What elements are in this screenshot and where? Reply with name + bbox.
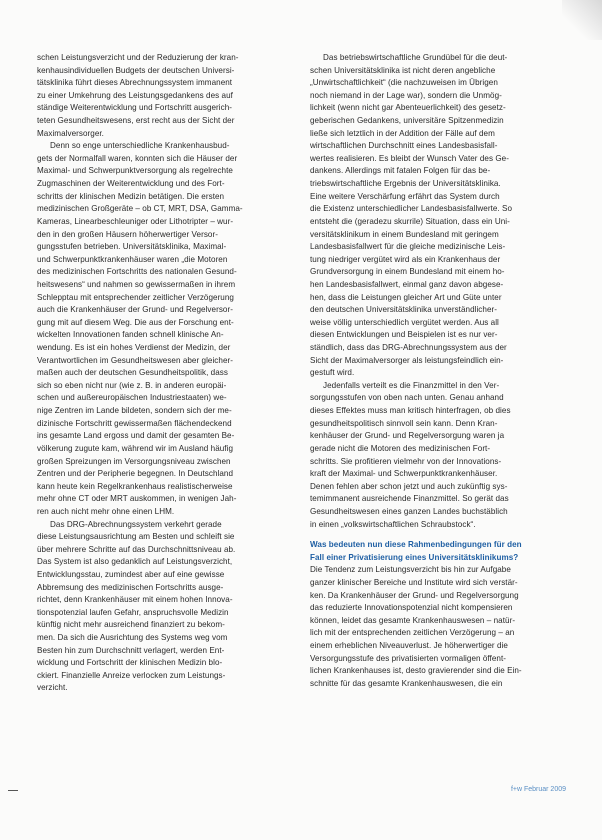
text-line: kenhausindividuellen Budgets der deutschen Universi-	[37, 65, 235, 75]
text-line: Abbremsung des medizinischen Fortschritts ausge-	[37, 582, 224, 592]
text-line: Gesundheitswesen eines ganzen Landes buchstäblich	[310, 506, 508, 516]
text-line: verzicht.	[37, 683, 68, 693]
text-line: künftig nicht mehr ausreichend finanziert zu bekom-	[37, 620, 225, 630]
text-line: Eine weitere Verschärfung erfährt das System durch	[310, 191, 500, 201]
text-line: Kameras, Linearbeschleuniger oder Lithotripter – wur-	[37, 216, 234, 226]
text-line: ganzer klinischer Bereiche und Institute wird sich verstär-	[310, 577, 518, 587]
text-line: den in den großen Häusern höherwertiger Versor-	[37, 229, 218, 239]
text-line: in einen „volkswirtschaftlichen Schraubstock“.	[310, 519, 476, 529]
text-line: gestuft wird.	[310, 368, 355, 378]
text-line: Denn so enge unterschiedliche Krankenhausbud-	[50, 141, 230, 151]
text-line: triebswirtschaftliche Ergebnis der Universitätsklinika.	[310, 179, 501, 189]
text-line: kann heute kein Regelkrankenhaus realistischerweise	[37, 481, 233, 491]
text-line: Entwicklungsstau, zumindest aber auf eine gewisse	[37, 569, 225, 579]
text-line: heitswesens“ und nahmen so gewissermaßen in ihrem	[37, 279, 236, 289]
text-line: zu einer Umkehrung des Leistungsgedankens des auf	[37, 90, 233, 100]
text-line: dieses Effektes muss man kritisch hinterfragen, ob dies	[310, 406, 511, 416]
text-line: großen Spreizungen im Versorgungsniveau zwischen	[37, 456, 231, 466]
right-column-continuation	[310, 564, 554, 690]
text-line: schritts der klinischen Medizin betätigen. Die ersten	[37, 191, 225, 201]
text-line: versitätsklinikum in einem Bundesland mit geringem	[310, 229, 499, 239]
text-line: Verantwortlichen im Gesundheitswesen aber gleicher-	[37, 355, 234, 365]
text-line: Die Tendenz zum Leistungsverzicht bis hin zur Aufgabe	[310, 565, 511, 575]
page-corner-curl	[562, 0, 602, 40]
text-line: weise völlig unterschiedlich vergütet werden. Aus all	[310, 317, 499, 327]
text-line: Fall einer Privatisierung eines Universitätsklinikums?	[310, 552, 519, 562]
text-line: über mehrere Schritte auf das Durchschnittsniveau ab.	[37, 544, 236, 554]
text-line: maßen auch der deutschen Gesundheitspolitik, dass	[37, 368, 228, 378]
text-line: können, leidet das gesamte Krankenhauswesen – natür-	[310, 615, 516, 625]
text-line: gungsstufen betrieben. Universitätsklinika, Maximal-	[37, 242, 227, 252]
text-line: Zugmaschinen der Weiterentwicklung und des Fort-	[37, 179, 225, 189]
text-line: wertes realisieren. Es bleibt der Wunsch Vater des Ge-	[310, 153, 509, 163]
text-line: schnitte für das gesamte Krankenhauswesen, die ein	[310, 678, 503, 688]
text-line: gesundheitspolitisch sinnvoll sein kann. Denn Kran-	[310, 418, 498, 428]
text-line: schritts. Sie profitieren vielmehr von der Innovations-	[310, 456, 502, 466]
text-line: temimmanent ausreichende Finanzmittel. So gerät das	[310, 494, 509, 504]
text-line: ren auch nicht mehr ohne einen LHM.	[37, 506, 175, 516]
text-line: nige Zentren im Lande bildeten, sondern sich der me-	[37, 406, 232, 416]
text-line: ins gesamte Land ergoss und damit der gesamten Be-	[37, 431, 235, 441]
section-heading	[310, 539, 554, 564]
text-line: diesen Entwicklungen und Beispielen ist es nur ver-	[310, 330, 498, 340]
text-line: tionspotenzial laufen Gefahr, anspruchsvolle Medizin	[37, 607, 229, 617]
text-line: des medizinischen Fortschritts des nationalen Gesund-	[37, 267, 237, 277]
text-line: kenhäuser der Grund- und Regelversorgung waren ja	[310, 431, 505, 441]
text-line: dizinische Fortschritt gewissermaßen flächendeckend	[37, 418, 232, 428]
text-line: wickelten Innovationen fanden schnell klinische An-	[37, 330, 224, 340]
text-line: wicklung und Fortschritt der klinischen Medizin blo-	[37, 658, 223, 668]
text-line: dankens. Allerdings mit fatalen Folgen für das be-	[310, 166, 491, 176]
footer-tick-mark	[8, 790, 18, 791]
left-text-column	[37, 52, 281, 695]
text-line: Landesbasisfallwert für die gleiche medizinische Leis-	[310, 242, 506, 252]
text-line: ckiert. Finanzielle Anreize verlocken zum Leistungs-	[37, 670, 226, 680]
text-line: das reduzierte Innovationspotenzial nicht kompensieren	[310, 603, 513, 613]
text-line: Schlepptau mit entsprechender zeitlicher Verzögerung	[37, 292, 234, 302]
text-line: geberischen Gedankens, universitäre Spitzenmedizin	[310, 116, 504, 126]
text-line: medizinischen Großgeräte – ob CT, MRT, DSA, Gamma-	[37, 204, 243, 214]
text-line: einem erheblichen Niveauverlust. Je höherwertiger die	[310, 641, 508, 651]
text-line: Das System ist also gedanklich auf Leistungsverzicht,	[37, 557, 233, 567]
text-line: gets der Normalfall waren, konnten sich die Häuser der	[37, 153, 238, 163]
text-line: völkerung zugute kam, während wir im Ausland häufig	[37, 443, 234, 453]
text-line: Jedenfalls verteilt es die Finanzmittel in den Ver-	[323, 380, 500, 390]
text-line: schen Universitätsklinika ist nicht deren angebliche	[310, 65, 496, 75]
text-line: schen und außereuropäischen Industriestaaten) we-	[37, 393, 227, 403]
text-line: sich so eben nicht nur (wie z. B. in anderen europäi-	[37, 380, 227, 390]
text-line: diese Leistungsausrichtung am Besten und schleift sie	[37, 532, 235, 542]
text-line: Zentren und der Peripherie begegnen. In Deutschland	[37, 469, 234, 479]
text-line: die Existenz unterschiedlicher Landesbasisfallwerte. So	[310, 204, 513, 214]
text-line: gung mit auf diesem Weg. Die aus der Forschung ent-	[37, 317, 234, 327]
text-line: Das DRG-Abrechnungssystem verkehrt gerade	[50, 519, 222, 529]
text-line: entsteht die (geradezu skurrile) Situation, dass ein Uni-	[310, 216, 510, 226]
text-line: teten Gesundheitswesens, erst recht aus der Sicht der	[37, 116, 235, 126]
text-line: mehr ohne CT oder MRT auskommen, in wenigen Jah-	[37, 494, 237, 504]
right-text-column	[310, 52, 554, 690]
text-line: noch niemand in der Lage war), sondern die Unmög-	[310, 90, 502, 100]
text-line: Was bedeuten nun diese Rahmenbedingungen für den	[310, 540, 522, 550]
text-line: „Unwirtschaftlichkeit“ (die nachzuweisen im Übrigen	[310, 78, 498, 88]
text-line: Denen fehlen aber schon jetzt und auch zukünftig sys-	[310, 481, 508, 491]
text-line: Besten hin zum Durchschnitt verlagert, werden Ent-	[37, 645, 225, 655]
text-line: lich mit der entsprechenden zeitlichen Verzögerung – an	[310, 628, 515, 638]
text-line: wirtschaftlichen Durchschnitt eines Landesbasisfall-	[310, 141, 498, 151]
text-line: men. Da sich die Ausrichtung des Systems weg vom	[37, 633, 228, 643]
text-line: und Schwerpunktkrankenhäuser waren „die Motoren	[37, 254, 228, 264]
text-line: Maximal- und Schwerpunktversorgung als regelrechte	[37, 166, 233, 176]
text-line: gerade nicht die Motoren des medizinischen Fort-	[310, 443, 491, 453]
text-line: kraft der Maximal- und Schwerpunktkrankenhäuser.	[310, 469, 498, 479]
text-line: sorgungsstufen von oben nach unten. Genau anhand	[310, 393, 504, 403]
text-line: Das betriebswirtschaftliche Grundübel für die deut-	[323, 53, 508, 62]
text-line: den deutschen Universitätsklinika unverständlicher-	[310, 305, 498, 315]
text-line: hen Landesbasisfallwert, einmal ganz davon abgese-	[310, 279, 504, 289]
text-line: lichkeit (wenn nicht gar Abenteuerlichkeit) des gesetz-	[310, 103, 506, 113]
text-line: Grundversorgung in einem Bundesland mit einem ho-	[310, 267, 505, 277]
text-line: Sicht der Maximalversorger als leistungsfeindlich ein-	[310, 355, 504, 365]
text-line: ließe sich letztlich in der Addition der Fälle auf dem	[310, 128, 495, 138]
text-line: schen Leistungsverzicht und der Reduzierung der kran-	[37, 53, 239, 62]
text-line: tätsklinika führt dieses Abrechnungssystem immanent	[37, 78, 233, 88]
text-line: wendung. Es ist ein hohes Verdienst der Medizin, der	[37, 343, 231, 353]
text-line: lichen Krankenhauses ist, desto gravierender sind die Ein-	[310, 666, 522, 676]
text-line: richtet, denn Krankenhäuser mit einem hohen Innova-	[37, 595, 233, 605]
text-line: Maximalversorger.	[37, 128, 104, 138]
text-line: ständige Weiterentwicklung und Fortschritt ausgerich-	[37, 103, 233, 113]
text-line: hen, dass die Leistungen gleicher Art und Güte unter	[310, 292, 502, 302]
footer-issue: f+w Februar 2009	[510, 786, 566, 793]
text-line: auch die Krankenhäuser der Grund- und Regelversor-	[37, 305, 233, 315]
text-line: ständlich, dass das DRG-Abrechnungssystem aus der	[310, 343, 507, 353]
text-line: Versorgungsstufe des privatisierten vormaligen öffent-	[310, 653, 507, 663]
text-line: tung niedriger vergütet wird als ein Krankenhaus der	[310, 254, 501, 264]
right-column-body	[310, 52, 554, 531]
text-line: ken. Da Krankenhäuser der Grund- und Regelversorgung	[310, 590, 519, 600]
